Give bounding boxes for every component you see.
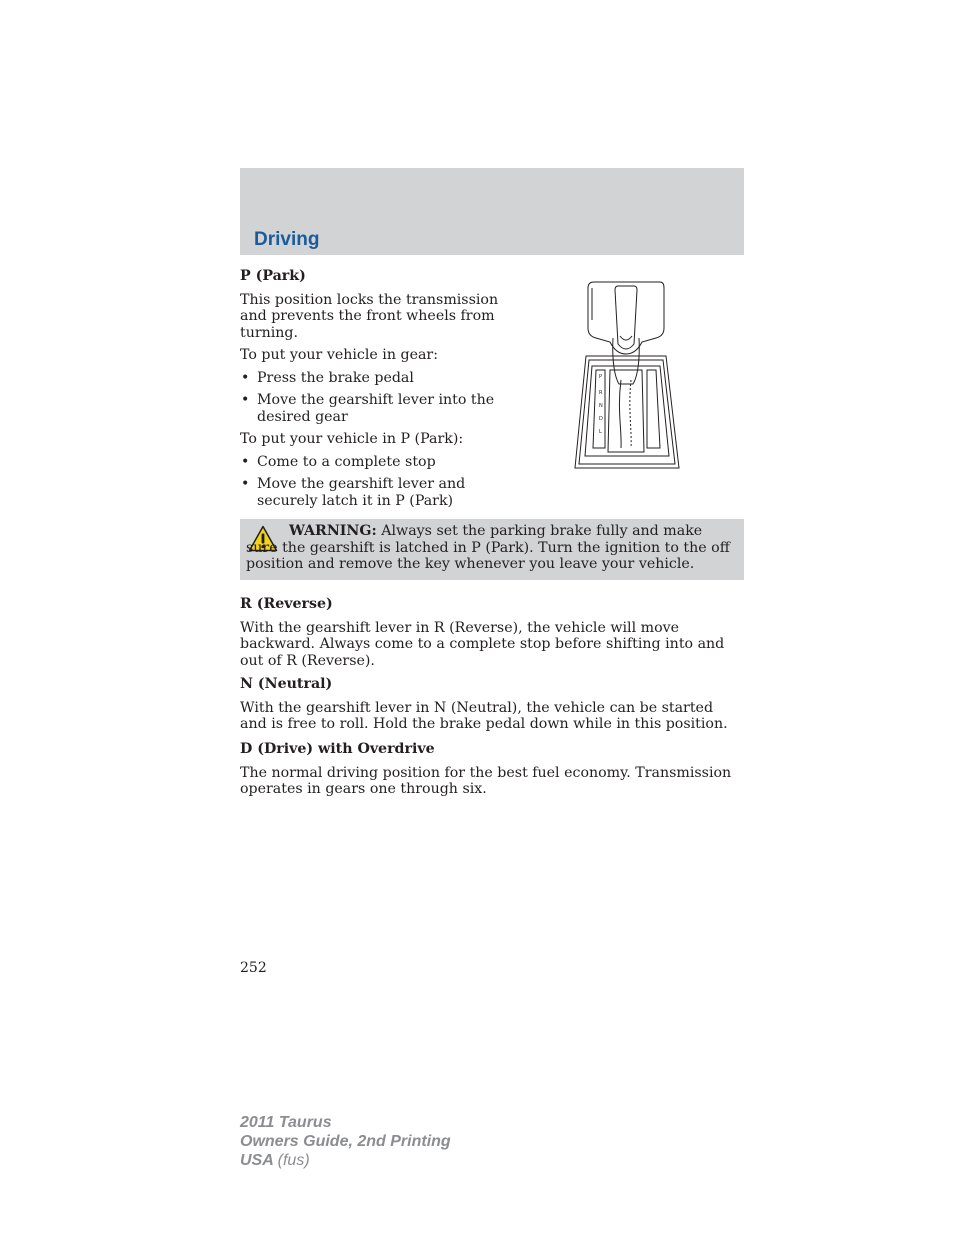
gear-label-l: L <box>599 429 602 435</box>
list-item: • Press the brake pedal <box>240 370 500 387</box>
warning-message: Always set the parking brake fully and make sure the gearshift is latched in P (Park). Turn the ignition to the off position and remove the key whenever you leave your vehicle. <box>246 523 730 572</box>
footer <box>240 1113 451 1170</box>
park-section <box>240 268 500 509</box>
neutral-heading: N (Neutral) <box>240 676 333 692</box>
warning-label: WARNING: <box>289 523 377 539</box>
footer-model: 2011 Taurus <box>240 1114 332 1131</box>
drive-section <box>240 741 744 798</box>
warning-text <box>246 523 736 573</box>
neutral-paragraph: With the gearshift lever in N (Neutral), the vehicle can be started and is free to roll. Hold the brake pedal down while in this position. <box>240 699 728 732</box>
section-title: Driving <box>254 229 320 250</box>
gear-label-r: R <box>599 390 603 396</box>
drive-heading: D (Drive) with Overdrive <box>240 741 435 757</box>
section-header <box>240 168 744 255</box>
page-number: 252 <box>240 960 267 976</box>
gearshift-illustration <box>572 280 684 476</box>
park-intro: To put your vehicle in P (Park): <box>240 431 464 447</box>
gear-label-p: P <box>599 374 603 380</box>
reverse-section <box>240 596 744 669</box>
warning-box <box>240 519 744 580</box>
park-heading: P (Park) <box>240 268 306 284</box>
footer-region-country: USA <box>240 1152 274 1169</box>
park-steps-list <box>240 454 500 510</box>
footer-region-code: (fus) <box>277 1152 310 1169</box>
park-paragraph: This position locks the transmission and prevents the front wheels from turning. <box>240 291 499 341</box>
gear-steps-list <box>240 370 500 426</box>
list-item: • Move the gearshift lever and securely latch it in P (Park) <box>240 476 500 509</box>
gear-label-n: N <box>599 403 603 409</box>
list-item: • Come to a complete stop <box>240 454 500 471</box>
drive-paragraph: The normal driving position for the best fuel economy. Transmission operates in gears one through six. <box>240 764 732 797</box>
list-item: • Move the gearshift lever into the desired gear <box>240 392 500 425</box>
footer-region <box>240 1151 451 1170</box>
reverse-paragraph: With the gearshift lever in R (Reverse), the vehicle will move backward. Always come to a complete stop before shifting into and out of R (Reverse). <box>240 619 725 669</box>
gear-intro: To put your vehicle in gear: <box>240 347 438 363</box>
reverse-heading: R (Reverse) <box>240 596 333 612</box>
neutral-section <box>240 676 744 733</box>
footer-guide: Owners Guide, 2nd Printing <box>240 1133 451 1150</box>
gear-label-d: D <box>599 416 603 422</box>
